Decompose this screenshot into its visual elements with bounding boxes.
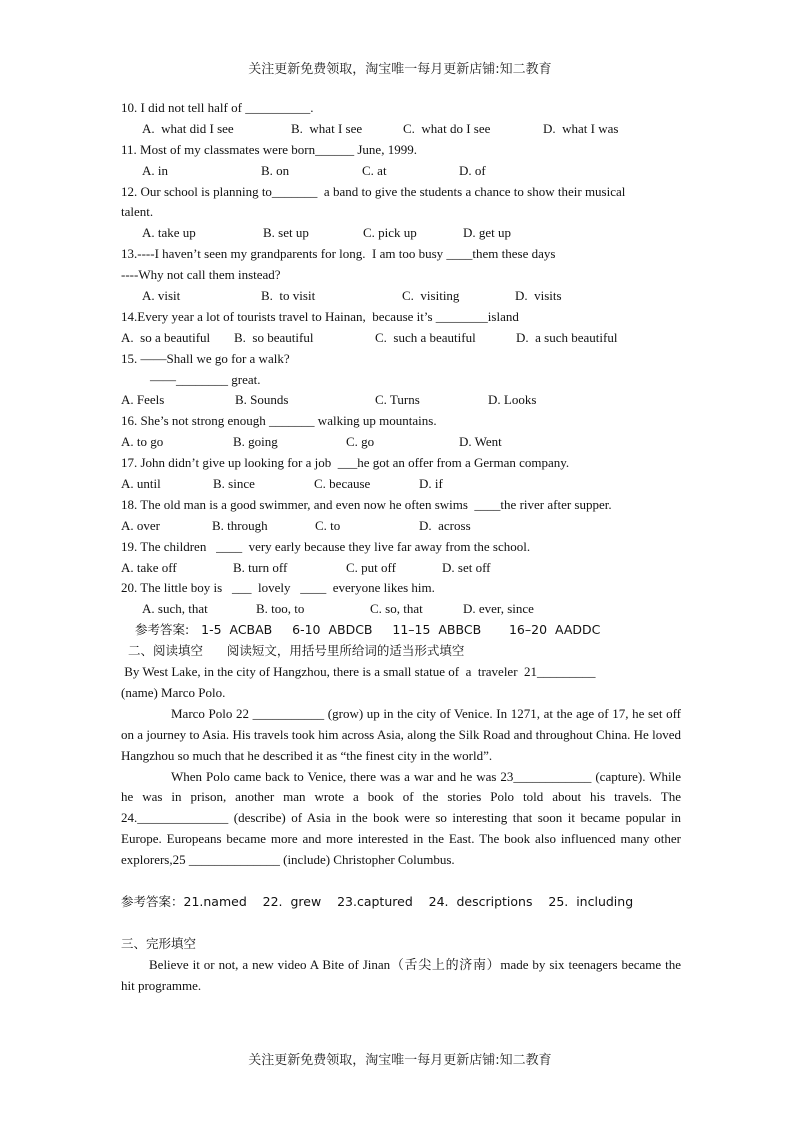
option-c: C. such a beautiful xyxy=(375,329,476,345)
spacer xyxy=(121,871,681,892)
option-a: A. take off xyxy=(121,559,177,575)
passage-paragraph-3: When Polo came back to Venice, there was a war and he was 23____________ (capture). While he was in prison, another man wrote a book of the stories Polo told about his travels. The 24.______________ (describe) of Asia in the book were so interesting that soon it became popular in Europe. Europeans became more and more interested in the East. The book also influenced many other explorers,25 ______________ (include) Christopher Columbus. xyxy=(121,768,681,868)
option-a: A. what did I see xyxy=(142,120,234,136)
option-a: A. to go xyxy=(121,434,164,450)
option-b: B. through xyxy=(212,517,268,533)
option-b: B. since xyxy=(213,476,255,492)
option-a: A. Feels xyxy=(121,392,165,408)
option-c: C. visiting xyxy=(402,288,460,304)
option-d: D. Looks xyxy=(488,392,537,408)
question-15: 15. ——Shall we go for a walk? xyxy=(121,350,290,366)
question-16: 16. She’s not strong enough _______ walking up mountains. xyxy=(121,413,437,429)
question-11-options xyxy=(121,161,681,182)
option-d: D. if xyxy=(419,476,443,492)
option-d: D. set off xyxy=(442,559,491,575)
section-3-text: Believe it or not, a new video A Bite of Jinan（舌尖上的济南）made by six teenagers became the hit programme. xyxy=(121,956,681,993)
option-c: C. pick up xyxy=(363,225,417,241)
page-header: 关注更新免费领取，淘宝唯一每月更新店铺:知二教育 xyxy=(248,62,552,77)
question-12: 12. Our school is planning to_______ a band to give the students a chance to show their musical xyxy=(121,183,626,199)
passage-line-2: (name) Marco Polo. xyxy=(121,684,226,700)
option-b: B. on xyxy=(261,162,290,178)
page-content xyxy=(121,98,681,996)
option-d: D. of xyxy=(459,162,486,178)
passage-paragraph-2: Marco Polo 22 ___________ (grow) up in the city of Venice. In 1271, at the age of 17, he set off on a journey to Asia. His travels took him across Asia, along the Silk Road and throughout China. He loved Hangzhou so much that he described it as “the finest city in the world”. xyxy=(121,705,681,763)
question-13-cont: ----Why not call them instead? xyxy=(121,267,281,283)
option-b: B. too, to xyxy=(256,601,305,617)
question-17-options xyxy=(121,474,681,495)
option-c: C. so, that xyxy=(370,601,423,617)
question-16-options xyxy=(121,432,681,453)
question-18-options xyxy=(121,516,681,537)
question-10: 10. I did not tell half of __________. xyxy=(121,100,314,115)
option-b: B. set up xyxy=(263,225,309,241)
option-c: C. to xyxy=(315,517,341,533)
option-c: C. go xyxy=(346,434,375,450)
question-12-cont: talent. xyxy=(121,204,154,220)
option-d: D. a such beautiful xyxy=(516,329,618,345)
question-12-options xyxy=(121,223,681,244)
option-c: C. because xyxy=(314,476,371,492)
question-14-options xyxy=(121,328,681,349)
option-a: A. visit xyxy=(142,288,181,304)
question-19: 19. The children ____ very early because they live far away from the school. xyxy=(121,538,531,554)
option-b: B. turn off xyxy=(233,559,288,575)
question-15-options xyxy=(121,390,681,411)
answer-key-2: 参考答案：21.named 22. grew 23.captured 24. descriptions 25. including xyxy=(121,893,634,909)
section-2-title: 二、阅读填空 阅读短文，用括号里所给词的适当形式填空 xyxy=(128,643,465,659)
option-c: C. what do I see xyxy=(403,120,491,136)
option-d: D. get up xyxy=(463,225,512,241)
question-18: 18. The old man is a good swimmer, and even now he often swims ____the river after supper. xyxy=(121,496,612,512)
question-20: 20. The little boy is ___ lovely ____ everyone likes him. xyxy=(121,580,435,596)
option-d: D. what I was xyxy=(543,120,619,136)
option-b: B. to visit xyxy=(261,288,316,304)
question-13-options xyxy=(121,286,681,307)
option-d: D. visits xyxy=(515,288,562,304)
option-d: D. ever, since xyxy=(463,601,534,617)
option-a: A. so a beautiful xyxy=(121,329,211,345)
option-a: A. until xyxy=(121,476,161,492)
question-20-options xyxy=(121,599,681,620)
option-a: A. take up xyxy=(142,225,196,241)
question-19-options xyxy=(121,558,681,579)
question-15-cont: ——________ great. xyxy=(150,371,261,387)
answer-key-1: 参考答案: 1-5 ACBAB 6-10 ABDCB 11–15 ABBCB 16–20 AADDC xyxy=(135,622,601,638)
question-13: 13.----I haven’t seen my grandparents for long. I am too busy ____them these days xyxy=(121,246,556,262)
option-c: C. at xyxy=(362,162,387,178)
question-10-options xyxy=(121,119,681,140)
section-3-title: 三、完形填空 xyxy=(121,935,197,951)
option-b: B. Sounds xyxy=(235,392,289,408)
question-17: 17. John didn’t give up looking for a job ___he got an offer from a German company. xyxy=(121,455,570,471)
option-a: A. over xyxy=(121,517,160,533)
option-b: B. what I see xyxy=(291,120,363,136)
option-b: B. going xyxy=(233,434,278,450)
spacer xyxy=(121,913,681,934)
page-footer: 关注更新免费领取，淘宝唯一每月更新店铺:知二教育 xyxy=(248,1053,552,1068)
question-14: 14.Every year a lot of tourists travel to Hainan, because it’s ________island xyxy=(121,308,519,324)
option-c: C. put off xyxy=(346,559,396,575)
option-d: D. across xyxy=(419,517,471,533)
passage-line-1: By West Lake, in the city of Hangzhou, there is a small statue of a traveler 21_________ xyxy=(121,664,596,680)
option-b: B. so beautiful xyxy=(234,329,314,345)
option-d: D. Went xyxy=(459,434,502,450)
option-a: A. such, that xyxy=(142,601,208,617)
option-c: C. Turns xyxy=(375,392,420,408)
question-11: 11. Most of my classmates were born______ June, 1999. xyxy=(121,141,417,157)
option-a: A. in xyxy=(142,162,168,178)
